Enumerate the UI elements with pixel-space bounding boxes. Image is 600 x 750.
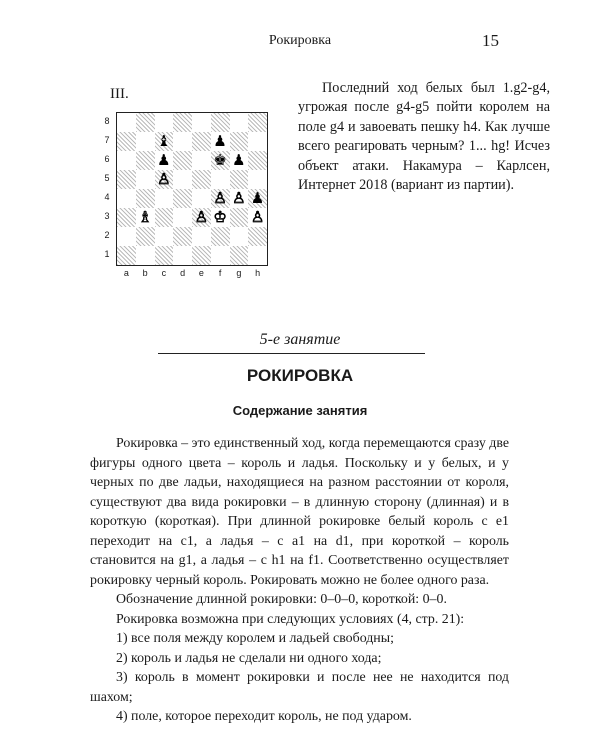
- square-b1: [136, 246, 155, 265]
- condition-item: 3) король в момент рокировки и после нее не находится под шахом;: [90, 670, 509, 705]
- square-g2: [230, 227, 249, 246]
- lesson-divider: [158, 353, 425, 354]
- lesson-label: 5-е занятие: [259, 331, 341, 348]
- page-number: 15: [482, 31, 499, 50]
- square-a4: [117, 189, 136, 208]
- file-label: a: [123, 268, 129, 278]
- square-g7: [230, 132, 249, 151]
- square-a5: [117, 170, 136, 189]
- black-pawn-h4: ♟: [250, 189, 265, 207]
- square-d1: [173, 246, 192, 265]
- square-f8: [211, 113, 230, 132]
- file-label: c: [161, 268, 167, 278]
- paragraph-notation: Обозначение длинной рокировки: 0–0–0, короткой: 0–0.: [116, 592, 447, 607]
- square-f7: [211, 132, 230, 151]
- square-e7: [192, 132, 211, 151]
- square-b3: [136, 208, 155, 227]
- square-a6: [117, 151, 136, 170]
- body-text: [90, 434, 509, 727]
- square-h6: [248, 151, 267, 170]
- square-a7: [117, 132, 136, 151]
- square-g5: [230, 170, 249, 189]
- square-e3: [192, 208, 211, 227]
- square-b2: [136, 227, 155, 246]
- lesson-title: РОКИРОВКА: [246, 366, 354, 385]
- paragraph-conditions-intro: Рокировка возможна при следующих условиях (4, стр. 21):: [116, 611, 465, 627]
- white-pawn-e3: ♙: [194, 208, 209, 226]
- square-c3: [155, 208, 174, 227]
- square-c4: [155, 189, 174, 208]
- chess-board: [116, 112, 268, 266]
- rank-label: 2: [104, 229, 110, 240]
- square-a3: [117, 208, 136, 227]
- square-c7: [155, 132, 174, 151]
- square-f1: [211, 246, 230, 265]
- square-d5: [173, 170, 192, 189]
- square-d7: [173, 132, 192, 151]
- square-g8: [230, 113, 249, 132]
- square-h4: [248, 189, 267, 208]
- square-e4: [192, 189, 211, 208]
- white-pawn-h3: ♙: [250, 208, 265, 226]
- rank-label: 8: [104, 115, 110, 126]
- square-h8: [248, 113, 267, 132]
- rank-label: 6: [104, 153, 110, 164]
- white-pawn-f4: ♙: [213, 189, 227, 207]
- file-label: e: [198, 268, 204, 278]
- rank-label: 1: [104, 248, 110, 259]
- square-d4: [173, 189, 192, 208]
- white-king-f3: ♔: [213, 208, 227, 226]
- black-king-f6: ♚: [213, 151, 227, 169]
- rank-label: 4: [104, 191, 110, 202]
- black-pawn-f7: ♟: [213, 132, 227, 150]
- rank-label: 7: [104, 134, 110, 145]
- square-h7: [248, 132, 267, 151]
- paragraph-castling-definition: Рокировка – это единственный ход, когда перемещаются сразу две фигуры одного цвета – король и ладья. Поскольку и у белых, и у черных по две ладьи, находящиеся на разном расстоянии от короля, существуют два вида рокировки – в длинную сторону (длинная) и в короткую (короткая). При длинной рокировке белый король с е1 переходит на с1, а ладья – с а1 на d1, при короткой – король становится на g1, а ладья – с h1 на f1. Соответственно осуществляет рокировку черный король. Рокировать можно не более одного раза.: [90, 436, 509, 588]
- square-c2: [155, 227, 174, 246]
- file-label: h: [255, 268, 261, 278]
- square-f4: [211, 189, 230, 208]
- file-label: d: [180, 268, 186, 278]
- square-e6: [192, 151, 211, 170]
- square-b8: [136, 113, 155, 132]
- diagram-number: III.: [110, 86, 129, 102]
- file-label: g: [236, 268, 242, 278]
- file-label: f: [218, 268, 222, 278]
- black-pawn-c6: ♟: [157, 151, 171, 169]
- running-head: Рокировка: [268, 33, 332, 48]
- condition-item: 1) все поля между королем и ладьей свободны;: [116, 631, 394, 646]
- square-d8: [173, 113, 192, 132]
- black-pawn-g6: ♟: [232, 151, 246, 169]
- square-e1: [192, 246, 211, 265]
- square-a1: [117, 246, 136, 265]
- square-c1: [155, 246, 174, 265]
- square-c5: [155, 170, 174, 189]
- square-f5: [211, 170, 230, 189]
- white-bishop-b3: ♗: [138, 208, 152, 226]
- square-g1: [230, 246, 249, 265]
- white-pawn-g4: ♙: [232, 189, 246, 207]
- square-g6: [230, 151, 249, 170]
- square-f6: [211, 151, 230, 170]
- file-label: b: [142, 268, 148, 278]
- square-e2: [192, 227, 211, 246]
- square-h3: [248, 208, 267, 227]
- square-f2: [211, 227, 230, 246]
- square-b6: [136, 151, 155, 170]
- square-d3: [173, 208, 192, 227]
- square-h2: [248, 227, 267, 246]
- square-c6: [155, 151, 174, 170]
- square-f3: [211, 208, 230, 227]
- square-g4: [230, 189, 249, 208]
- square-d2: [173, 227, 192, 246]
- condition-item: 2) король и ладья не сделали ни одного хода;: [116, 650, 382, 666]
- rank-label: 5: [104, 172, 110, 183]
- rank-label: 3: [104, 210, 110, 221]
- square-b4: [136, 189, 155, 208]
- square-a8: [117, 113, 136, 132]
- square-e5: [192, 170, 211, 189]
- condition-item: 4) поле, которое переходит король, не под ударом.: [116, 709, 412, 724]
- square-c8: [155, 113, 174, 132]
- square-e8: [192, 113, 211, 132]
- section-title: Содержание занятия: [232, 403, 368, 418]
- square-h1: [248, 246, 267, 265]
- black-bishop-c7: ♝: [157, 132, 171, 150]
- square-h5: [248, 170, 267, 189]
- square-g3: [230, 208, 249, 227]
- square-a2: [117, 227, 136, 246]
- problem-text: Последний ход белых был 1.g2-g4, угрожая после g4-g5 пойти королем на поле g4 и завоевать пешку h4. Как лучше всего реагировать черным? 1... hg! Исчез объект атаки. Накамура – Карлсен, Интернет 2018 (вариант из партии).: [298, 80, 550, 194]
- square-b5: [136, 170, 155, 189]
- square-d6: [173, 151, 192, 170]
- square-b7: [136, 132, 155, 151]
- white-pawn-c5: ♙: [157, 170, 171, 188]
